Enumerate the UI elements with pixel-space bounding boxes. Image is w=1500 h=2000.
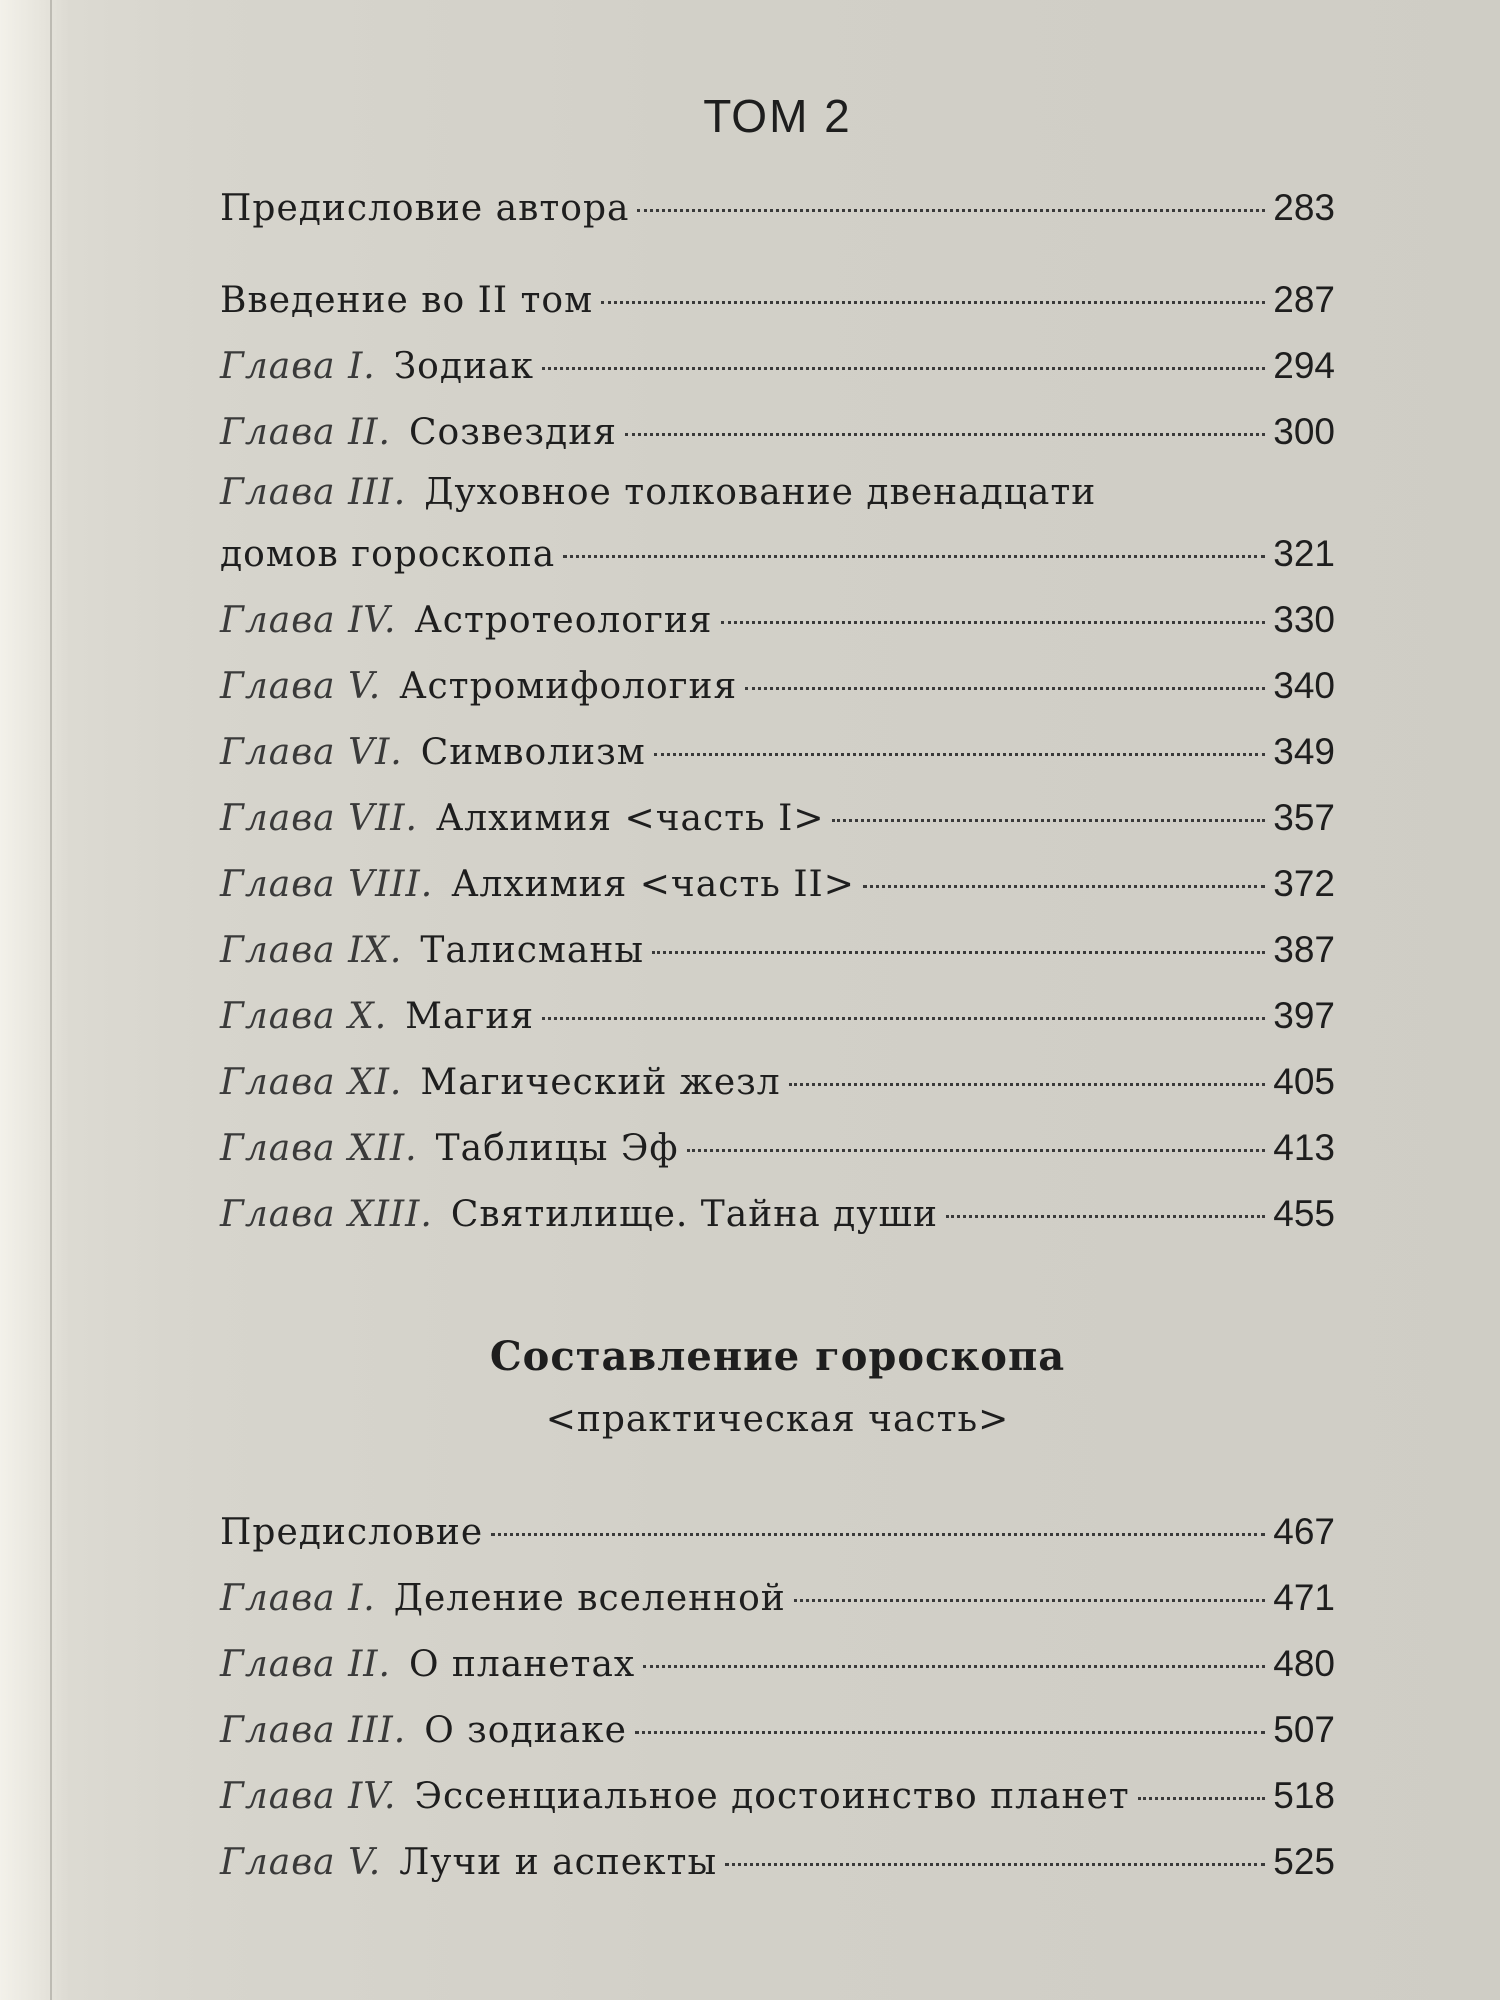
dot-leader — [745, 687, 1265, 690]
chapter-number: Глава VII. — [220, 798, 418, 839]
toc-entry-page: 349 — [1273, 731, 1335, 772]
toc-entry-page: 300 — [1273, 411, 1335, 452]
toc-entry-page: 321 — [1273, 533, 1335, 574]
chapter-number: Глава XII. — [220, 1128, 418, 1169]
toc-entry — [220, 1115, 1335, 1181]
chapter-number: Глава VI. — [220, 732, 403, 773]
toc-entry-page: 340 — [1273, 665, 1335, 706]
toc-entry-label — [220, 1632, 635, 1698]
toc-entry-label: Введение во II том — [220, 280, 594, 321]
toc-entry — [220, 521, 1335, 587]
chapter-title: Магия — [405, 996, 535, 1037]
chapter-number: Глава VIII. — [220, 864, 434, 905]
chapter-title: Деление вселенной — [393, 1578, 786, 1619]
toc-entry-page: 471 — [1273, 1577, 1335, 1618]
chapter-number: Глава X. — [220, 996, 388, 1037]
toc-entry-page: 357 — [1273, 797, 1335, 838]
chapter-title: Символизм — [420, 732, 646, 773]
toc-entry — [220, 851, 1335, 917]
toc-entry-label — [220, 1830, 717, 1896]
section-title: Составление гороскопа — [489, 1333, 1066, 1380]
chapter-number: Глава III. — [220, 1710, 407, 1751]
toc-entry — [220, 653, 1335, 719]
dot-leader — [635, 1731, 1265, 1734]
chapter-title: Магический жезл — [420, 1062, 781, 1103]
chapter-number: Глава XI. — [220, 1062, 403, 1103]
toc-entry — [220, 983, 1335, 1049]
toc-entry-page: 413 — [1273, 1127, 1335, 1168]
toc-entry-page: 405 — [1273, 1061, 1335, 1102]
chapter-number: Глава IV. — [220, 600, 397, 641]
toc-entry — [220, 1181, 1335, 1247]
toc-entry-label — [220, 1050, 781, 1116]
toc-entry — [220, 719, 1335, 785]
toc-entry — [220, 587, 1335, 653]
dot-leader — [491, 1533, 1265, 1536]
dot-leader — [601, 301, 1265, 304]
chapter-number: Глава II. — [220, 412, 391, 453]
chapter-number: Глава III. — [220, 472, 407, 513]
dot-leader — [563, 555, 1265, 558]
toc-entry — [220, 333, 1335, 399]
toc-entry — [220, 399, 1335, 465]
toc-entry-label — [220, 1698, 627, 1764]
chapter-number: Глава V. — [220, 1842, 382, 1883]
dot-leader — [946, 1215, 1265, 1218]
toc-entry-label — [220, 720, 646, 786]
table-of-contents — [220, 85, 1335, 1895]
chapter-number: Глава II. — [220, 1644, 391, 1685]
dot-leader — [542, 1017, 1265, 1020]
toc-entry-label: Предисловие автора — [220, 188, 630, 229]
chapter-title: Астротеология — [414, 600, 713, 641]
toc-entry — [220, 1631, 1335, 1697]
toc-entry-page: 397 — [1273, 995, 1335, 1036]
toc-entry — [220, 917, 1335, 983]
dot-leader — [789, 1083, 1266, 1086]
toc-entry — [220, 267, 1335, 333]
toc-entry — [220, 1499, 1335, 1565]
toc-entry-label — [220, 918, 644, 984]
toc-entry-page: 467 — [1273, 1511, 1335, 1552]
toc-entry-page: 372 — [1273, 863, 1335, 904]
toc-entry-label — [220, 786, 824, 852]
dot-leader — [643, 1665, 1265, 1668]
volume-title: ТОМ 2 — [703, 90, 852, 142]
chapter-title: Зодиак — [393, 346, 534, 387]
toc-entry-page: 283 — [1273, 187, 1335, 228]
dot-leader — [863, 885, 1265, 888]
chapter-title: О зодиаке — [424, 1710, 627, 1751]
section-subtitle: <практическая часть> — [545, 1399, 1010, 1440]
toc-entry-page: 330 — [1273, 599, 1335, 640]
chapter-title: Лучи и аспекты — [399, 1842, 718, 1883]
dot-leader — [725, 1863, 1265, 1866]
toc-entry — [220, 1049, 1335, 1115]
toc-entry-page: 525 — [1273, 1841, 1335, 1882]
toc-entry-label — [220, 852, 855, 918]
toc-entry-label — [220, 1182, 938, 1248]
dot-leader — [794, 1599, 1265, 1602]
dot-leader — [654, 753, 1266, 756]
chapter-number: Глава I. — [220, 346, 376, 387]
chapter-title: Астромифология — [399, 666, 738, 707]
toc-entry-page: 507 — [1273, 1709, 1335, 1750]
chapter-number: Глава IV. — [220, 1776, 397, 1817]
toc-entry-page: 480 — [1273, 1643, 1335, 1684]
toc-entry-page: 387 — [1273, 929, 1335, 970]
dot-leader — [832, 819, 1265, 822]
chapter-title: Созвездия — [408, 412, 617, 453]
toc-entry — [220, 175, 1335, 241]
chapter-title: Духовное толкование двенадцати — [424, 472, 1097, 513]
toc-entry-label — [220, 588, 713, 654]
chapter-title: Талисманы — [420, 930, 644, 971]
chapter-title: Святилище. Тайна души — [450, 1194, 938, 1235]
dot-leader — [1138, 1797, 1266, 1800]
dot-leader — [687, 1149, 1266, 1152]
chapter-title: Алхимия <часть I> — [435, 798, 825, 839]
toc-entry-label — [220, 334, 534, 400]
chapter-title: О планетах — [408, 1644, 636, 1685]
toc-entry-label — [220, 654, 737, 720]
chapter-title: Таблицы Эф — [435, 1128, 679, 1169]
toc-entry-label — [220, 1116, 679, 1182]
toc-entry-page: 287 — [1273, 279, 1335, 320]
dot-leader — [721, 621, 1266, 624]
toc-entry — [220, 1565, 1335, 1631]
dot-leader — [652, 951, 1265, 954]
toc-entry — [220, 1697, 1335, 1763]
toc-entry-label — [220, 1764, 1130, 1830]
toc-entry-wrapped-first-line — [220, 465, 1335, 521]
dot-leader — [625, 433, 1265, 436]
dot-leader — [637, 209, 1265, 212]
chapter-title: Алхимия <часть II> — [451, 864, 855, 905]
chapter-title: Эссенциальное достоинство планет — [414, 1776, 1130, 1817]
toc-entry-label — [220, 984, 534, 1050]
toc-entry — [220, 1763, 1335, 1829]
chapter-title-continuation: домов гороскопа — [220, 534, 556, 575]
toc-entry-label — [220, 400, 617, 466]
chapter-number: Глава XIII. — [220, 1194, 433, 1235]
toc-entry-label — [220, 1566, 786, 1632]
toc-entry — [220, 1829, 1335, 1895]
chapter-number: Глава IX. — [220, 930, 403, 971]
toc-entry-page: 294 — [1273, 345, 1335, 386]
toc-entry-page: 455 — [1273, 1193, 1335, 1234]
toc-entry-page: 518 — [1273, 1775, 1335, 1816]
toc-entry-label: Предисловие — [220, 1512, 484, 1553]
dot-leader — [542, 367, 1265, 370]
chapter-number: Глава V. — [220, 666, 382, 707]
toc-entry — [220, 785, 1335, 851]
chapter-number: Глава I. — [220, 1578, 376, 1619]
